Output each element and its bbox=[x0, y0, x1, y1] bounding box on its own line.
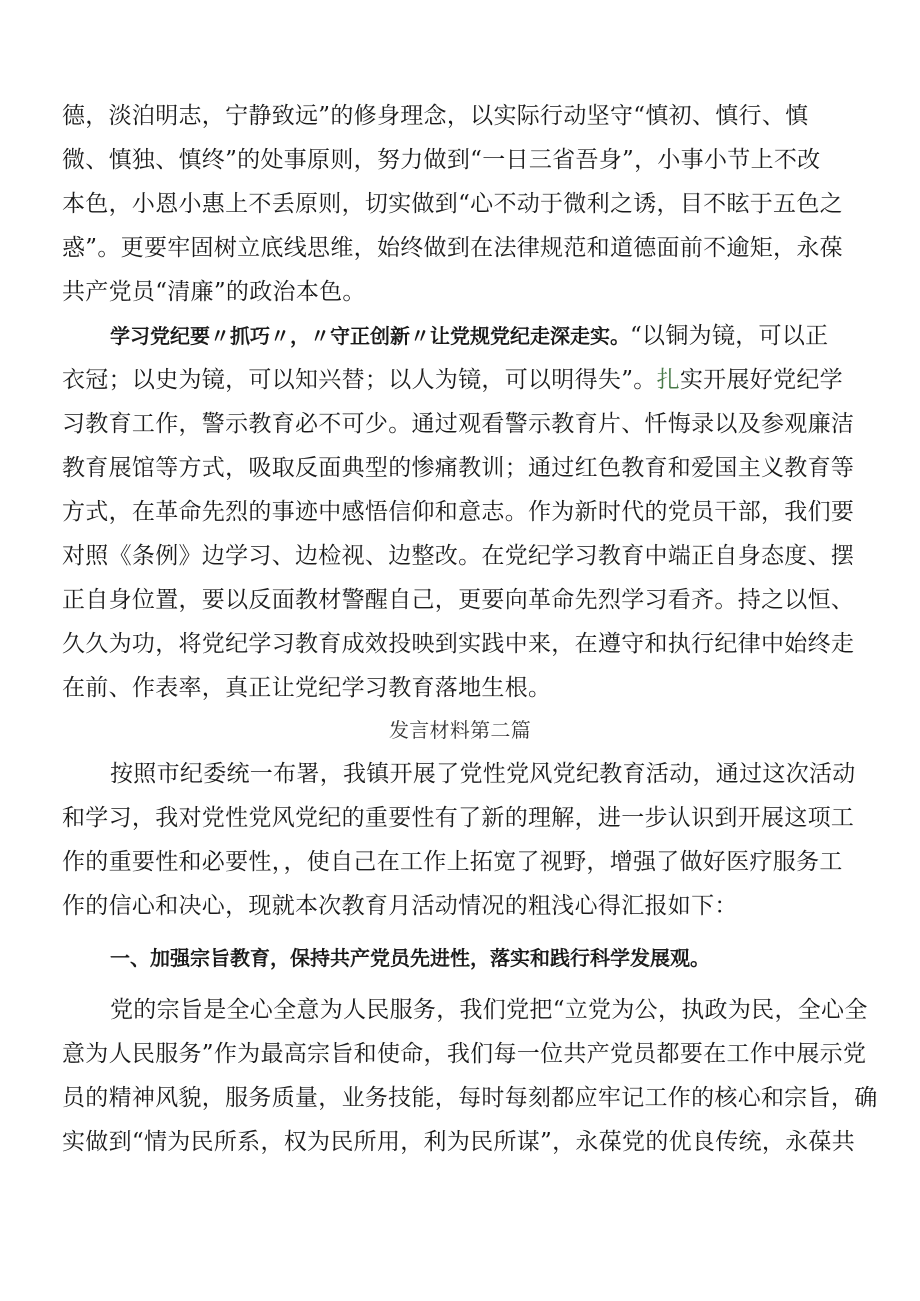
section-title: 发言材料第二篇 bbox=[388, 718, 532, 742]
text-line: 本色，小恩小惠上不丢原则，切实做到“心不动于微利之诱，目不眩于五色之 bbox=[62, 191, 843, 217]
text-line bbox=[0, 360, 920, 400]
text-line: 员的精神风貌，服务质量，业务技能，每时每刻都应牢记工作的核心和宗旨，确 bbox=[62, 1085, 878, 1111]
text-run: 衣冠；以史为镜，可以知兴替；以人为镜，可以明得失”。 bbox=[62, 367, 657, 393]
paragraph-heading: 学习党纪要〃抓巧〃，〃守正创新〃让党规党纪走深走实。 bbox=[110, 324, 630, 348]
text-line: 在前、作表率，真正让党纪学习教育落地生根。 bbox=[62, 675, 552, 701]
text-line: 方式，在革命先烈的事迹中感悟信仰和意志。作为新时代的党员干部，我们要 bbox=[62, 499, 855, 525]
paragraph-first-line bbox=[0, 316, 920, 356]
text-line: 微、慎独、慎终”的处事原则，努力做到“一日三省吾身”，小事小节上不改 bbox=[62, 147, 821, 173]
text-line: 按照市纪委统一布署，我镇开展了党性党风党纪教育活动，通过这次活动 bbox=[110, 761, 856, 787]
text-line: 共产党员“清廉”的政治本色。 bbox=[62, 279, 366, 305]
text-line: 党的宗旨是全心全意为人民服务，我们党把“立党为公，执政为民，全心全 bbox=[110, 997, 868, 1023]
text-line: 实做到“情为民所系，权为民所用，利为民所谋”，永葆党的优良传统，永葆共 bbox=[62, 1129, 856, 1155]
text-run: “以铜为镜，可以正 bbox=[630, 323, 829, 349]
text-line: 教育展馆等方式，吸取反面典型的惨痛教训；通过红色教育和爱国主义教育等 bbox=[62, 455, 855, 481]
highlighted-char: 扎 bbox=[656, 367, 680, 393]
text-run: 实开展好党纪学 bbox=[679, 367, 843, 393]
section-heading: 一、加强宗旨教育，保持共产党员先进性，落实和践行科学发展观。 bbox=[110, 946, 710, 970]
text-line: 久久为功，将党纪学习教育成效投映到实践中来，在遵守和执行纪律中始终走 bbox=[62, 631, 855, 657]
text-line: 作的信心和决心，现就本次教育月活动情况的粗浅心得汇报如下： bbox=[62, 893, 738, 919]
text-line: 意为人民服务”作为最高宗旨和使命，我们每一位共产党员都要在工作中展示党 bbox=[62, 1041, 867, 1067]
text-line: 习教育工作，警示教育必不可少。通过观看警示教育片、忏悔录以及参观廉洁 bbox=[62, 411, 855, 437]
text-line: 作的重要性和必要性，，使自己在工作上拓宽了视野，增强了做好医疗服务工 bbox=[62, 849, 843, 875]
text-line: 和学习，我对党性党风党纪的重要性有了新的理解，进一步认识到开展这项工 bbox=[62, 805, 855, 831]
text-line: 正自身位置，要以反面教材警醒自己，更要向革命先烈学习看齐。持之以恒、 bbox=[62, 587, 855, 613]
text-line: 惑”。更要牢固树立底线思维，始终做到在法律规范和道德面前不逾矩，永葆 bbox=[62, 235, 843, 261]
text-line: 德，淡泊明志，宁静致远”的修身理念，以实际行动坚守“慎初、慎行、慎 bbox=[62, 103, 809, 129]
text-line: 对照《条例》边学习、边检视、边整改。在党纪学习教育中端正自身态度、摆 bbox=[62, 543, 855, 569]
